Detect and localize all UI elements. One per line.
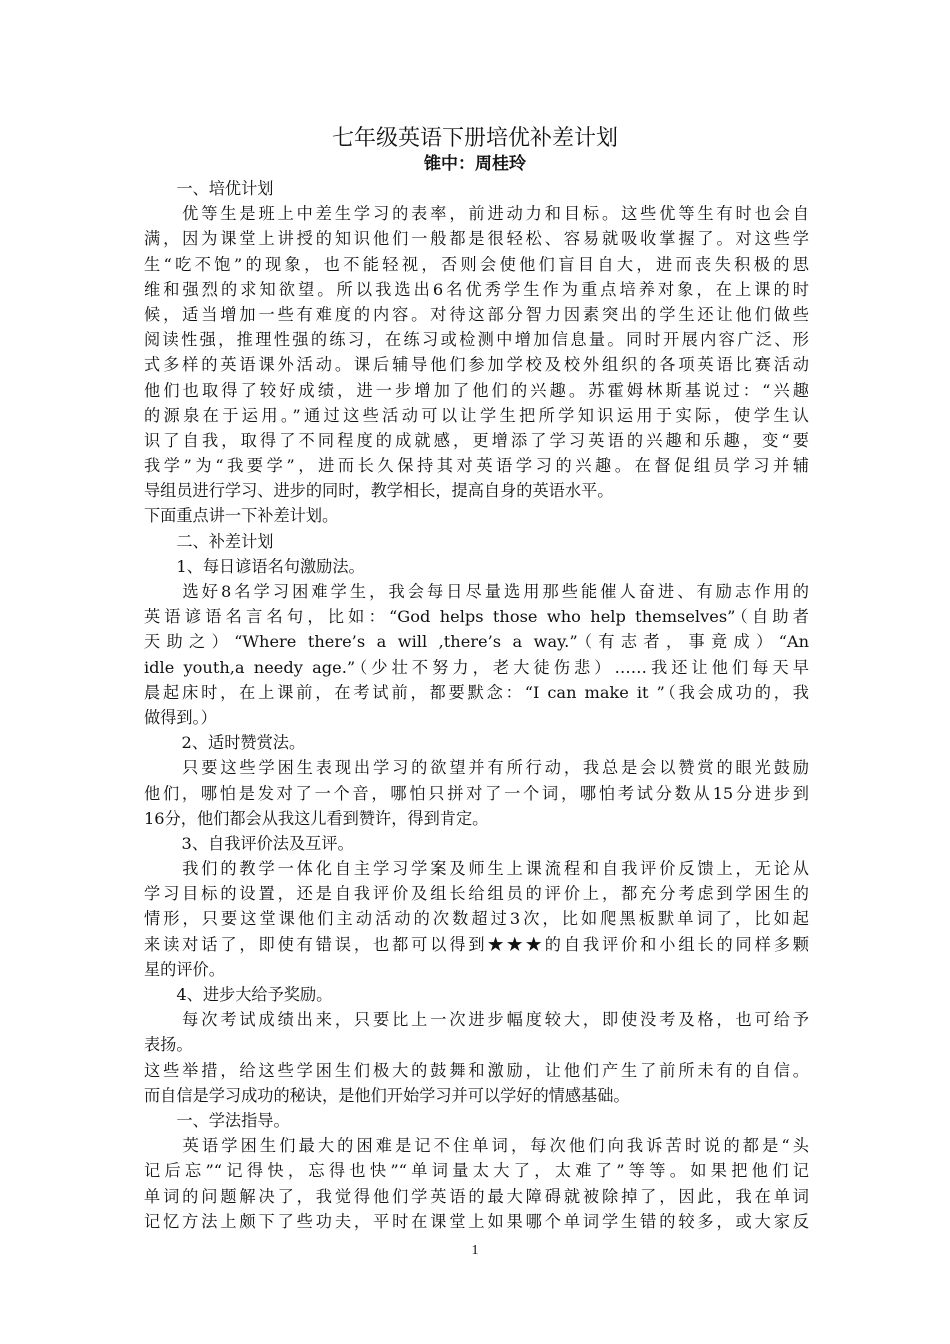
text-line: 记忆方法上颇下了些功夫，平时在课堂上如果哪个单词学生错的较多，或大家反 <box>144 1211 809 1231</box>
text-line: 维和强烈的求知欲望。所以我选出6名优秀学生作为重点培养对象，在上课的时 <box>144 279 809 299</box>
text-line: 来读对话了，即使有错误，也都可以得到★★★的自我评价和小组长的同样多颗 <box>144 934 809 954</box>
text-line: 16分，他们都会从我这儿看到赞许，得到肯定。 <box>144 808 489 828</box>
text-line: 二、补差计划 <box>144 531 274 551</box>
text-line: 识了自我，取得了不同程度的成就感，更增添了学习英语的兴趣和乐趣，变“要 <box>144 430 809 450</box>
text-line: idle youth,a needy age.”（少壮不努力，老大徒伤悲）……我还让他们每天早 <box>144 657 809 677</box>
text-line: 表扬。 <box>144 1035 193 1055</box>
text-line: 只要这些学困生表现出学习的欲望并有所行动，我总是会以赞赏的眼光鼓励 <box>144 758 809 778</box>
text-line: 式多样的英语课外活动。课后辅导他们参加学校及校外组织的各项英语比赛活动 <box>144 355 809 375</box>
text-line: 满，因为课堂上讲授的知识他们一般都是很轻松、容易就吸收掌握了。对这些学 <box>144 229 809 249</box>
text-line: 3、自我评价法及互评。 <box>144 833 354 853</box>
text-line: 导组员进行学习、进步的同时，教学相长，提高自身的英语水平。 <box>144 481 614 501</box>
text-line: 这些举措，给这些学困生们极大的鼓舞和激励，让他们产生了前所未有的自信。 <box>144 1060 809 1080</box>
text-line: 英语学困生们最大的困难是记不住单词，每次他们向我诉苦时说的都是“头 <box>144 1136 809 1156</box>
document-body <box>144 176 809 1234</box>
text-line: 一、学法指导。 <box>144 1110 290 1130</box>
text-line: 阅读性强，推理性强的练习，在练习或检测中增加信息量。同时开展内容广泛、形 <box>144 330 809 350</box>
text-line: 星的评价。 <box>144 959 225 979</box>
text-line: 而自信是学习成功的秘诀，是他们开始学习并可以学好的情感基础。 <box>144 1085 630 1105</box>
text-line: 学习目标的设置，还是自我评价及组长给组员的评价上，都充分考虑到学困生的 <box>144 884 809 904</box>
text-line: 下面重点讲一下补差计划。 <box>144 506 339 526</box>
page-number: 1 <box>471 1243 479 1258</box>
text-line: 选好8名学习困难学生，我会每日尽量选用那些能催人奋进、有励志作用的 <box>144 582 809 601</box>
text-line: 他们，哪怕是发对了一个音，哪怕只拼对了一个词，哪怕考试分数从15分进步到 <box>144 783 809 803</box>
text-line: 他们也取得了较好成绩，进一步增加了他们的兴趣。苏霍姆林斯基说过：“兴趣 <box>144 380 809 400</box>
text-line: 生“吃不饱”的现象，也不能轻视，否则会使他们盲目自大，进而丧失积极的思 <box>144 254 809 274</box>
text-line: 4、进步大给予奖励。 <box>144 985 333 1004</box>
text-line: 我们的教学一体化自主学习学案及师生上课流程和自我评价反馈上，无论从 <box>144 859 809 879</box>
document-title: 七年级英语下册培优补差计划 <box>331 126 618 151</box>
text-line: 英语谚语名言名句，比如：“God helps those who help themselves”（自助者 <box>144 607 809 627</box>
text-line: 情形，只要这堂课他们主动活动的次数超过3次，比如爬黑板默单词了，比如起 <box>144 909 809 929</box>
document-author: 锥中：周桂玲 <box>424 154 526 174</box>
text-line: 的源泉在于运用。”通过这些活动可以让学生把所学知识运用于实际，使学生认 <box>144 405 809 425</box>
text-line: 优等生是班上中差生学习的表率，前进动力和目标。这些优等生有时也会自 <box>144 204 809 224</box>
text-line: 我学”为“我要学”，进而长久保持其对英语学习的兴趣。在督促组员学习并辅 <box>144 456 809 476</box>
text-line: 天助之）“Where there’s a will ,there’s a way.”（有志者，事竟成）“An <box>144 632 809 652</box>
text-line: 每次考试成绩出来，只要比上一次进步幅度较大，即使没考及格，也可给予 <box>144 1010 809 1030</box>
text-line: 单词的问题解决了，我觉得他们学英语的最大障碍就被除掉了，因此，我在单词 <box>144 1186 809 1206</box>
text-line: 一、培优计划 <box>144 179 274 198</box>
text-line: 晨起床时，在上课前，在考试前，都要默念：“I can make it ”（我会成功的，我 <box>144 682 809 702</box>
text-line: 2、适时赞赏法。 <box>144 733 306 753</box>
text-line: 做得到。） <box>144 707 217 727</box>
text-line: 记后忘”“记得快，忘得也快”“单词量太大了，太难了”等等。如果把他们记 <box>144 1161 809 1181</box>
text-line: 1、每日谚语名句激励法。 <box>144 556 365 576</box>
text-line: 候，适当增加一些有难度的内容。对待这部分智力因素突出的学生还让他们做些 <box>144 304 809 324</box>
